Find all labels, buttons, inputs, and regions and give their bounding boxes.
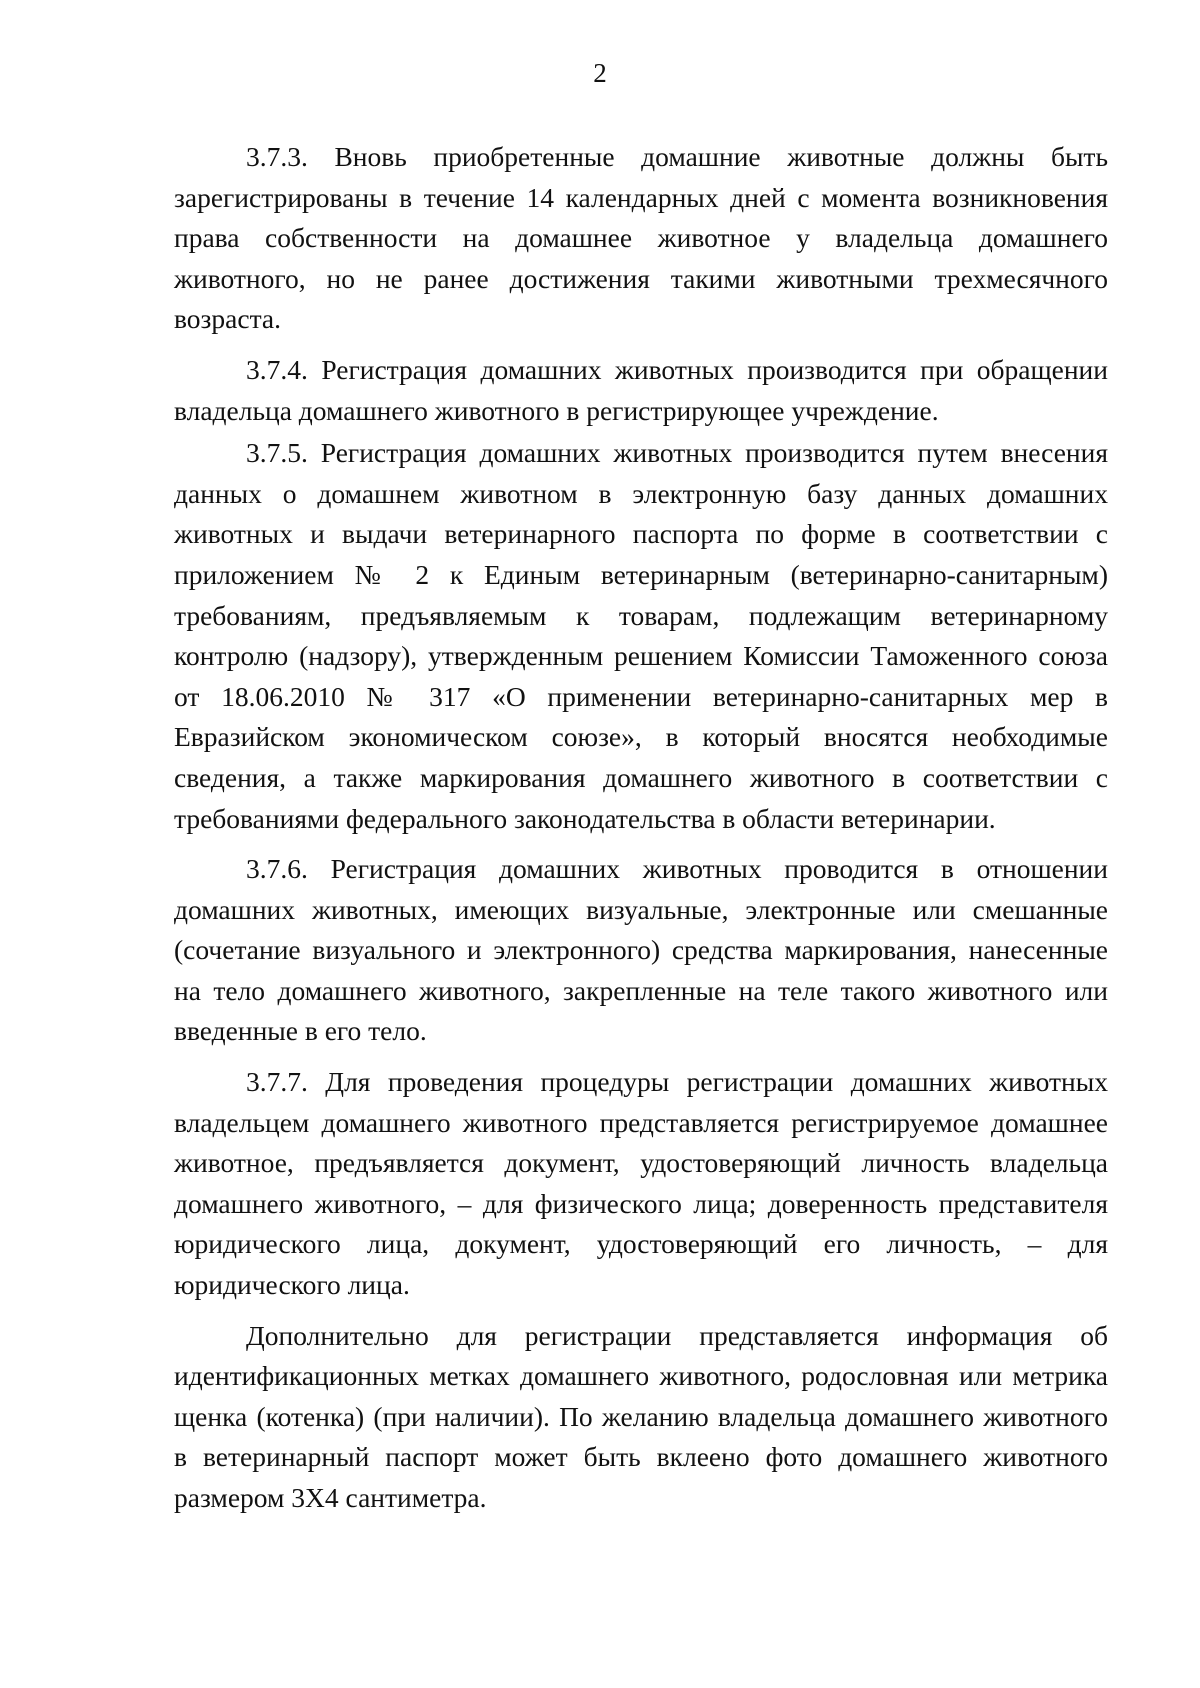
paragraph-3-7-7: 3.7.7. Для проведения процедуры регистрации домашних животных владельцем домашнего животного представляется регистрируемое домашнее животное, предъявляется документ, удостоверяющий личность владельца домашнего животного, – для физического лица; доверенность представителя юридического лица, документ, удостоверяющий его личность, – для юридического лица. (174, 1066, 1108, 1301)
paragraph-additional: Дополнительно для регистрации представляется информация об идентификационных метках домашнего животного, родословная или метрика щенка (котенка) (при наличии). По желанию владельца домашнего животного в ветеринарный паспорт может быть вклеено фото домашнего животного размером 3Х4 сантиметра. (174, 1319, 1108, 1513)
paragraph-3-7-4: 3.7.4. Регистрация домашних животных производится при обращении владельца домашнего животного в регистрирующее учреждение. (174, 353, 1108, 426)
paragraph-3-7-5: 3.7.5. Регистрация домашних животных производится путем внесения данных о домашнем животном в электронную базу данных домашних животных и выдачи ветеринарного паспорта по форме в соответствии с приложением № 2 к Единым ветеринарным (ветеринарно-санитарным) требованиям, предъявляемым к товарам, подлежащим ветеринарному контролю (надзору), утвержденным решением Комиссии Таможенного союза от 18.06.2010 № 317 «О применении ветеринарно-санитарных мер в Евразийском экономическом союзе», в который вносятся необходимые сведения, а также маркирования домашнего животного в соответствии с требованиями федерального законодательства в области ветеринарии. (174, 437, 1108, 834)
paragraph-3-7-3: 3.7.3. Вновь приобретенные домашние животные должны быть зарегистрированы в течение 14 календарных дней с момента возникновения права собственности на домашнее животное у владельца домашнего животного, но не ранее достижения такими животными трехмесячного возраста. (174, 141, 1108, 335)
document-body (174, 137, 1108, 1521)
paragraph-3-7-6: 3.7.6. Регистрация домашних животных проводится в отношении домашних животных, имеющих визуальные, электронные или смешанные (сочетание визуального и электронного) средства маркирования, нанесенные на тело домашнего животного, закрепленные на теле такого животного или введенные в его тело. (174, 853, 1108, 1047)
page-number: 2 (593, 58, 607, 88)
